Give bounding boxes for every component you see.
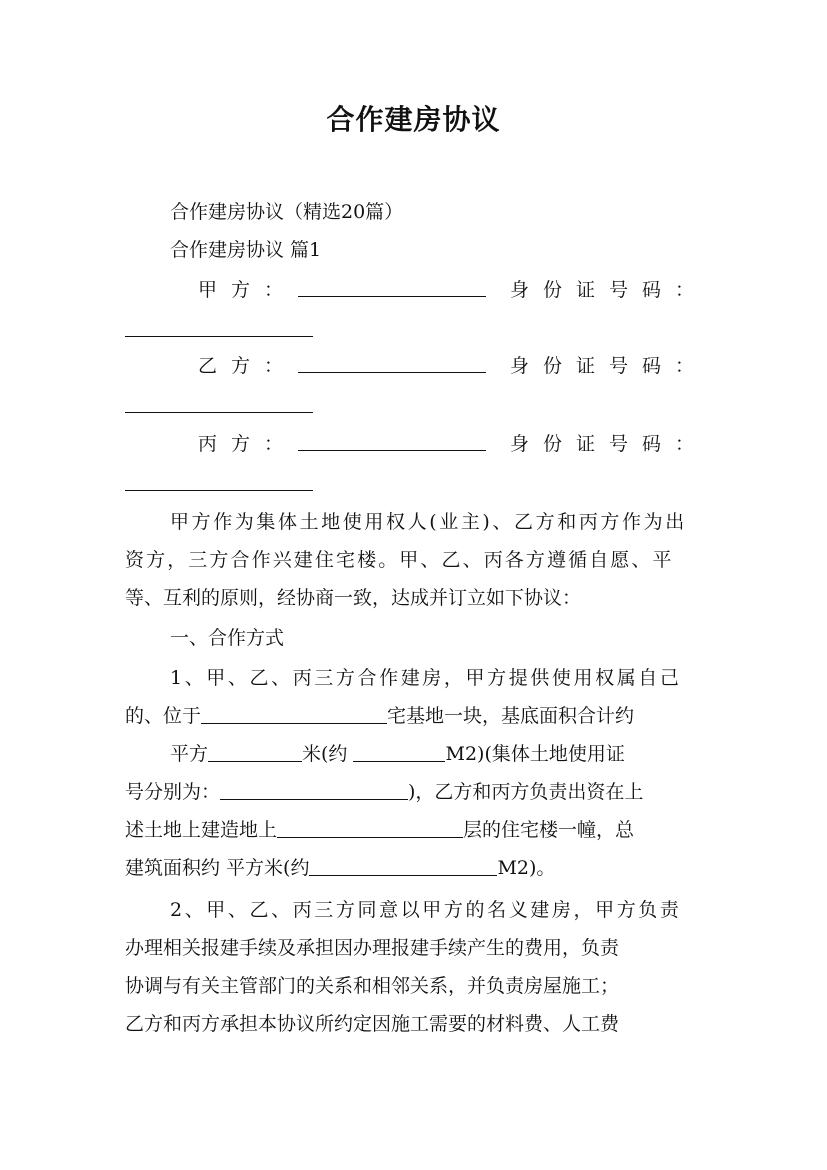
heading-cooperation-method: 一、合作方式	[170, 627, 285, 649]
item1-text: 号分别为：	[125, 781, 221, 803]
item1-line-5	[125, 818, 634, 842]
subtitle: 合作建房协议（精选20篇）	[170, 201, 404, 223]
party-a-id-line	[510, 278, 708, 302]
party-b-id-label: 身份证号码：	[510, 355, 709, 377]
item1-line-6	[125, 856, 555, 880]
item1-text: M2)(集体土地使用证	[445, 743, 625, 765]
party-b-id-line	[510, 354, 708, 378]
item2-line-4: 乙方和丙方承担本协议所约定因施工需要的材料费、人工费	[125, 1013, 620, 1035]
party-b-name-blank	[298, 354, 486, 373]
party-c-id-label: 身份证号码：	[510, 433, 709, 455]
total-area-blank	[309, 857, 497, 876]
section-title: 合作建房协议 篇1	[170, 239, 322, 261]
party-a-id-blank	[125, 318, 313, 337]
party-c-id-line	[510, 432, 708, 456]
party-b-id-blank	[125, 394, 313, 413]
item1-text: 的、位于	[125, 705, 202, 727]
party-c-label: 丙方：	[198, 433, 298, 455]
item1-text: 层的住宅楼一幢，总	[463, 819, 635, 841]
item1-text: M2)。	[497, 857, 556, 879]
party-a-id-label: 身份证号码：	[510, 279, 709, 301]
item1-line-1: 1、甲、乙、丙三方合作建房，甲方提供使用权属自己	[170, 667, 682, 689]
item1-line-2	[125, 704, 634, 728]
document-title: 合作建房协议	[326, 103, 501, 136]
para1-line-3: 等、互利的原则，经协商一致，达成并订立如下协议：	[125, 587, 582, 609]
para1-line-1: 甲方作为集体土地使用权人(业主)、乙方和丙方作为出	[170, 511, 687, 533]
area-sqm-blank	[208, 743, 302, 762]
party-c-id-blank	[125, 472, 313, 491]
party-b-label: 乙方：	[198, 355, 298, 377]
party-c-name-blank	[298, 432, 486, 451]
item1-text: 宅基地一块，基底面积合计约	[387, 705, 635, 727]
item1-text: 述土地上建造地上	[125, 819, 278, 841]
party-b-line	[198, 354, 297, 378]
party-a-line	[198, 278, 297, 302]
land-certificate-blank	[220, 781, 408, 800]
party-c-line	[198, 432, 297, 456]
party-a-name-blank	[298, 278, 486, 297]
location-blank	[201, 705, 387, 724]
party-a-label: 甲方：	[198, 279, 298, 301]
item1-text: 建筑面积约 平方米(约	[125, 857, 310, 879]
floors-blank	[277, 819, 463, 838]
item2-line-1: 2、甲、乙、丙三方同意以甲方的名义建房，甲方负责	[170, 899, 682, 921]
item2-line-3: 协调与有关主管部门的关系和相邻关系，并负责房屋施工；	[125, 975, 620, 997]
para1-line-2: 资方，三方合作兴建住宅楼。甲、乙、丙各方遵循自愿、平	[125, 549, 674, 571]
item2-line-2: 办理相关报建手续及承担因办理报建手续产生的费用，负责	[125, 937, 620, 959]
area-m2-blank	[353, 743, 445, 762]
item1-line-3	[170, 742, 625, 766]
item1-text: )，乙方和丙方负责出资在上	[408, 781, 644, 803]
item1-text: 米(约	[302, 743, 348, 765]
item1-text: 平方	[170, 743, 209, 765]
item1-line-4	[125, 780, 643, 804]
